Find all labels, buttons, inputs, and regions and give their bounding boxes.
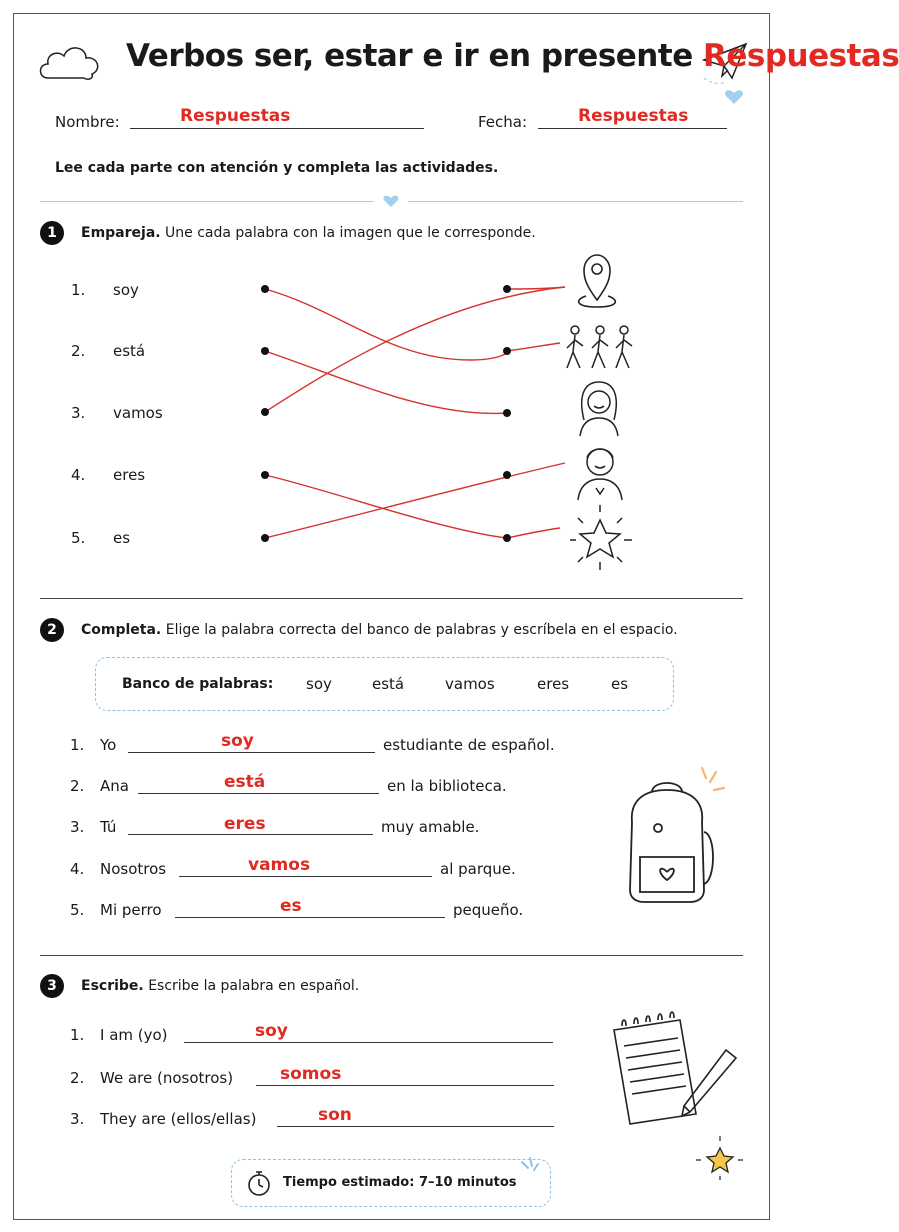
fill-before: Mi perro xyxy=(100,901,162,919)
write-answer: somos xyxy=(280,1064,342,1084)
fill-answer: vamos xyxy=(248,855,311,875)
match-dot xyxy=(261,534,269,542)
fill-num: 1. xyxy=(70,736,85,754)
write-prompt: They are (ellos/ellas) xyxy=(100,1110,257,1128)
match-num: 1. xyxy=(71,281,86,299)
small-star-icon xyxy=(707,1148,733,1172)
date-value: Respuestas xyxy=(578,106,689,126)
write-prompt: We are (nosotros) xyxy=(100,1069,234,1087)
page-title: Verbos ser, estar e ir en presente Respuestas xyxy=(126,38,899,74)
write-blank xyxy=(184,1042,553,1043)
fill-num: 3. xyxy=(70,818,85,836)
bank-word: vamos xyxy=(445,675,495,693)
date-label: Fecha: xyxy=(478,113,528,131)
fill-before: Yo xyxy=(100,736,117,754)
write-answer: son xyxy=(318,1105,352,1125)
backpack-icon xyxy=(612,762,742,912)
match-dot xyxy=(503,285,511,293)
name-value: Respuestas xyxy=(180,106,291,126)
match-dot xyxy=(503,534,511,542)
match-num: 5. xyxy=(71,529,86,547)
match-word: está xyxy=(113,342,146,360)
match-lines xyxy=(265,287,565,538)
write-num: 2. xyxy=(70,1069,85,1087)
match-word: soy xyxy=(113,281,139,299)
match-num: 2. xyxy=(71,342,86,360)
fill-blank xyxy=(128,834,373,835)
match-dot xyxy=(261,285,269,293)
section3-title: Escribe. Escribe la palabra en español. xyxy=(81,978,360,994)
match-dot xyxy=(503,347,511,355)
write-blank xyxy=(256,1085,554,1086)
bank-word: es xyxy=(611,675,629,693)
walking-group-icon xyxy=(567,326,632,368)
fill-blank xyxy=(128,752,375,753)
stopwatch-icon xyxy=(246,1169,272,1197)
match-dot xyxy=(261,408,269,416)
section-divider xyxy=(40,598,743,599)
fill-before: Ana xyxy=(100,777,129,795)
section-number: 2 xyxy=(40,618,64,642)
write-blank xyxy=(277,1126,554,1127)
word-bank-label: Banco de palabras: xyxy=(122,676,274,692)
section-number: 1 xyxy=(40,221,64,245)
section1-title: Empareja. Une cada palabra con la imagen que le corresponde. xyxy=(81,225,536,241)
girl-icon xyxy=(580,382,618,436)
write-num: 1. xyxy=(70,1026,85,1044)
match-dot xyxy=(261,471,269,479)
fill-after: pequeño. xyxy=(453,901,524,919)
match-line xyxy=(265,463,565,538)
fill-after: al parque. xyxy=(440,860,516,878)
section-divider xyxy=(40,955,743,956)
fill-num: 2. xyxy=(70,777,85,795)
fill-answer: está xyxy=(224,772,266,792)
match-num: 3. xyxy=(71,404,86,422)
fill-before: Nosotros xyxy=(100,860,167,878)
write-answer: soy xyxy=(255,1021,288,1041)
boy-icon xyxy=(578,449,622,500)
fill-blank xyxy=(175,917,445,918)
fill-after: en la biblioteca. xyxy=(387,777,507,795)
notepad-pencil-icon xyxy=(608,1010,748,1180)
fill-after: muy amable. xyxy=(381,818,480,836)
matching-area xyxy=(0,0,784,600)
match-dot xyxy=(503,471,511,479)
star-icon xyxy=(570,505,632,570)
fill-blank xyxy=(179,876,432,877)
match-line xyxy=(507,343,560,351)
bank-word: eres xyxy=(537,675,570,693)
section-number: 3 xyxy=(40,974,64,998)
fill-num: 4. xyxy=(70,860,85,878)
match-word: eres xyxy=(113,466,146,484)
bank-word: está xyxy=(372,675,405,693)
fill-num: 5. xyxy=(70,901,85,919)
write-num: 3. xyxy=(70,1110,85,1128)
match-dot xyxy=(503,409,511,417)
fill-answer: eres xyxy=(224,814,266,834)
name-label: Nombre: xyxy=(55,113,120,131)
fill-answer: es xyxy=(280,896,302,916)
fill-before: Tú xyxy=(100,818,117,836)
sparkle-lines-icon xyxy=(516,1156,546,1186)
match-line xyxy=(507,528,560,538)
match-num: 4. xyxy=(71,466,86,484)
match-word: vamos xyxy=(113,404,163,422)
fill-answer: soy xyxy=(221,731,254,751)
section2-title: Completa. Elige la palabra correcta del banco de palabras y escríbela en el espacio. xyxy=(81,622,678,638)
bank-word: soy xyxy=(306,675,332,693)
fill-blank xyxy=(138,793,379,794)
estimated-time: Tiempo estimado: 7–10 minutos xyxy=(283,1175,517,1190)
match-dot xyxy=(261,347,269,355)
match-word: es xyxy=(113,529,131,547)
match-line xyxy=(265,289,508,360)
instruction: Lee cada parte con atención y completa las actividades. xyxy=(55,160,499,176)
write-prompt: I am (yo) xyxy=(100,1026,168,1044)
location-pin-icon xyxy=(579,255,616,307)
fill-after: estudiante de español. xyxy=(383,736,555,754)
